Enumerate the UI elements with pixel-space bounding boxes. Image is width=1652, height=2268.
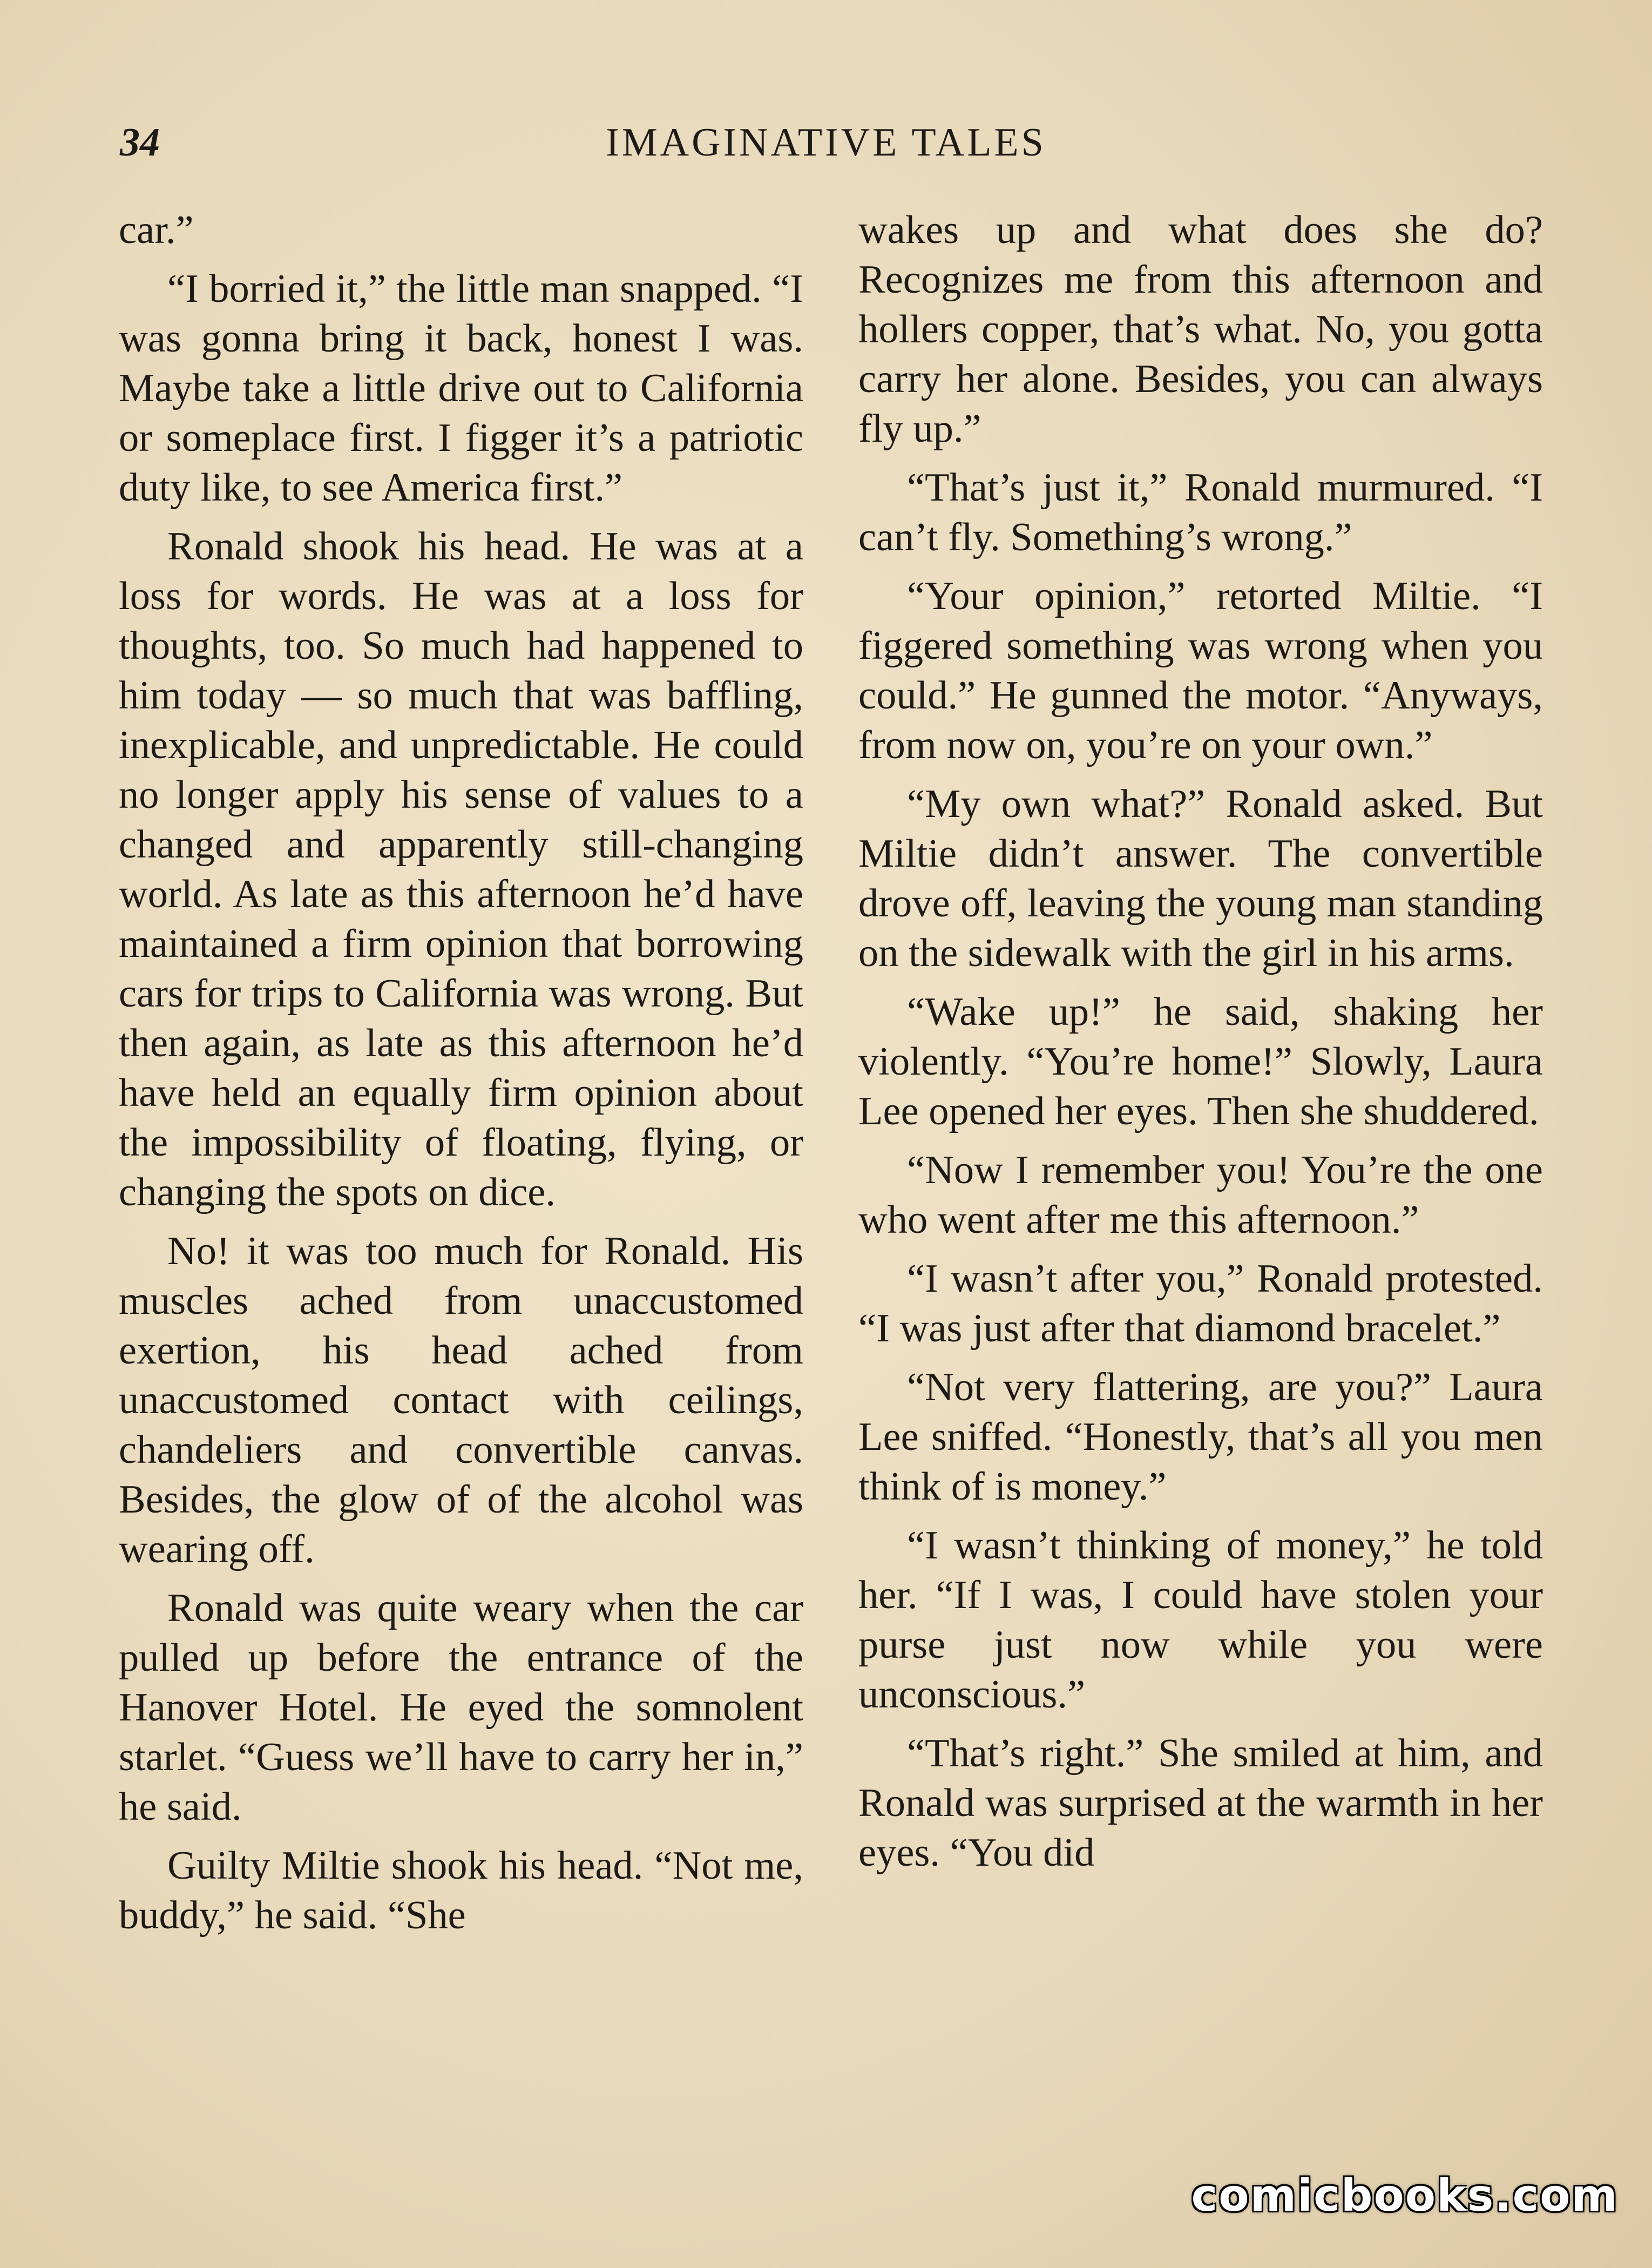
paragraph: car.” — [119, 208, 194, 252]
paragraph: Ronald was quite weary when the car pulled up before the entrance of the Hanover Hotel. He eyed the somnolent starlet. “Guess we’ll have to carry her in,” he said. — [119, 1586, 803, 1829]
right-column — [858, 205, 1543, 1887]
paragraph: “Your opinion,” retorted Miltie. “I figgered something was wrong when you could.” He gunned the motor. “Anyways, from now on, you’re on your own.” — [858, 574, 1543, 767]
paragraph: wakes up and what does she do? Recognizes me from this afternoon and hollers copper, that’s what. No, you gotta carry her alone. Besides, you can always fly up.” — [858, 208, 1543, 451]
paragraph: “Not very flattering, are you?” Laura Lee sniffed. “Honestly, that’s all you men think of is money.” — [858, 1365, 1543, 1509]
paragraph: “Wake up!” he said, shaking her violently. “You’re home!” Slowly, Laura Lee opened her eyes. Then she shuddered. — [858, 990, 1543, 1133]
paragraph: “My own what?” Ronald asked. But Miltie didn’t answer. The convertible drove off, leaving the young man standing on the sidewalk with the girl in his arms. — [858, 782, 1543, 975]
left-column — [119, 205, 803, 1949]
paragraph: “That’s just it,” Ronald murmured. “I can’t fly. Something’s wrong.” — [858, 465, 1543, 559]
running-title: IMAGINATIVE TALES — [606, 120, 1046, 165]
paragraph: “I borried it,” the little man snapped. “I was gonna bring it back, honest I was. Maybe take a little drive out to California or someplace first. I figger it’s a patriotic duty like, to see America first.” — [119, 267, 803, 510]
page-number: 34 — [120, 120, 160, 165]
paragraph: Guilty Miltie shook his head. “Not me, buddy,” he said. “She — [119, 1844, 803, 1938]
paragraph: “I wasn’t thinking of money,” he told her. “If I was, I could have stolen your purse just now while you were unconscious.” — [858, 1523, 1543, 1717]
paragraph: “That’s right.” She smiled at him, and Ronald was surprised at the warmth in her eyes. “You did — [858, 1731, 1543, 1875]
watermark: comicbooks.com — [1191, 2170, 1619, 2222]
paragraph: Ronald shook his head. He was at a loss for words. He was at a loss for thoughts, too. So much had happened to him today — so much that was baffling, inexplicable, and unpredictable. He could no longer apply his sense of values to a changed and apparently still-changing world. As late as this afternoon he’d have maintained a firm opinion that borrowing cars for trips to California was wrong. But then again, as late as this afternoon he’d have held an equally firm opinion about the impossibility of floating, flying, or changing the spots on dice. — [119, 524, 803, 1214]
page-header — [0, 120, 1652, 179]
paragraph: “Now I remember you! You’re the one who went after me this afternoon.” — [858, 1148, 1543, 1242]
paragraph: No! it was too much for Ronald. His muscles ached from unaccustomed exertion, his head ached from unaccustomed contact with ceilings, chandeliers and convertible canvas. Besides, the glow of of the alcohol was wearing off. — [119, 1229, 803, 1571]
paragraph: “I wasn’t after you,” Ronald protested. “I was just after that diamond bracelet.” — [858, 1257, 1543, 1351]
